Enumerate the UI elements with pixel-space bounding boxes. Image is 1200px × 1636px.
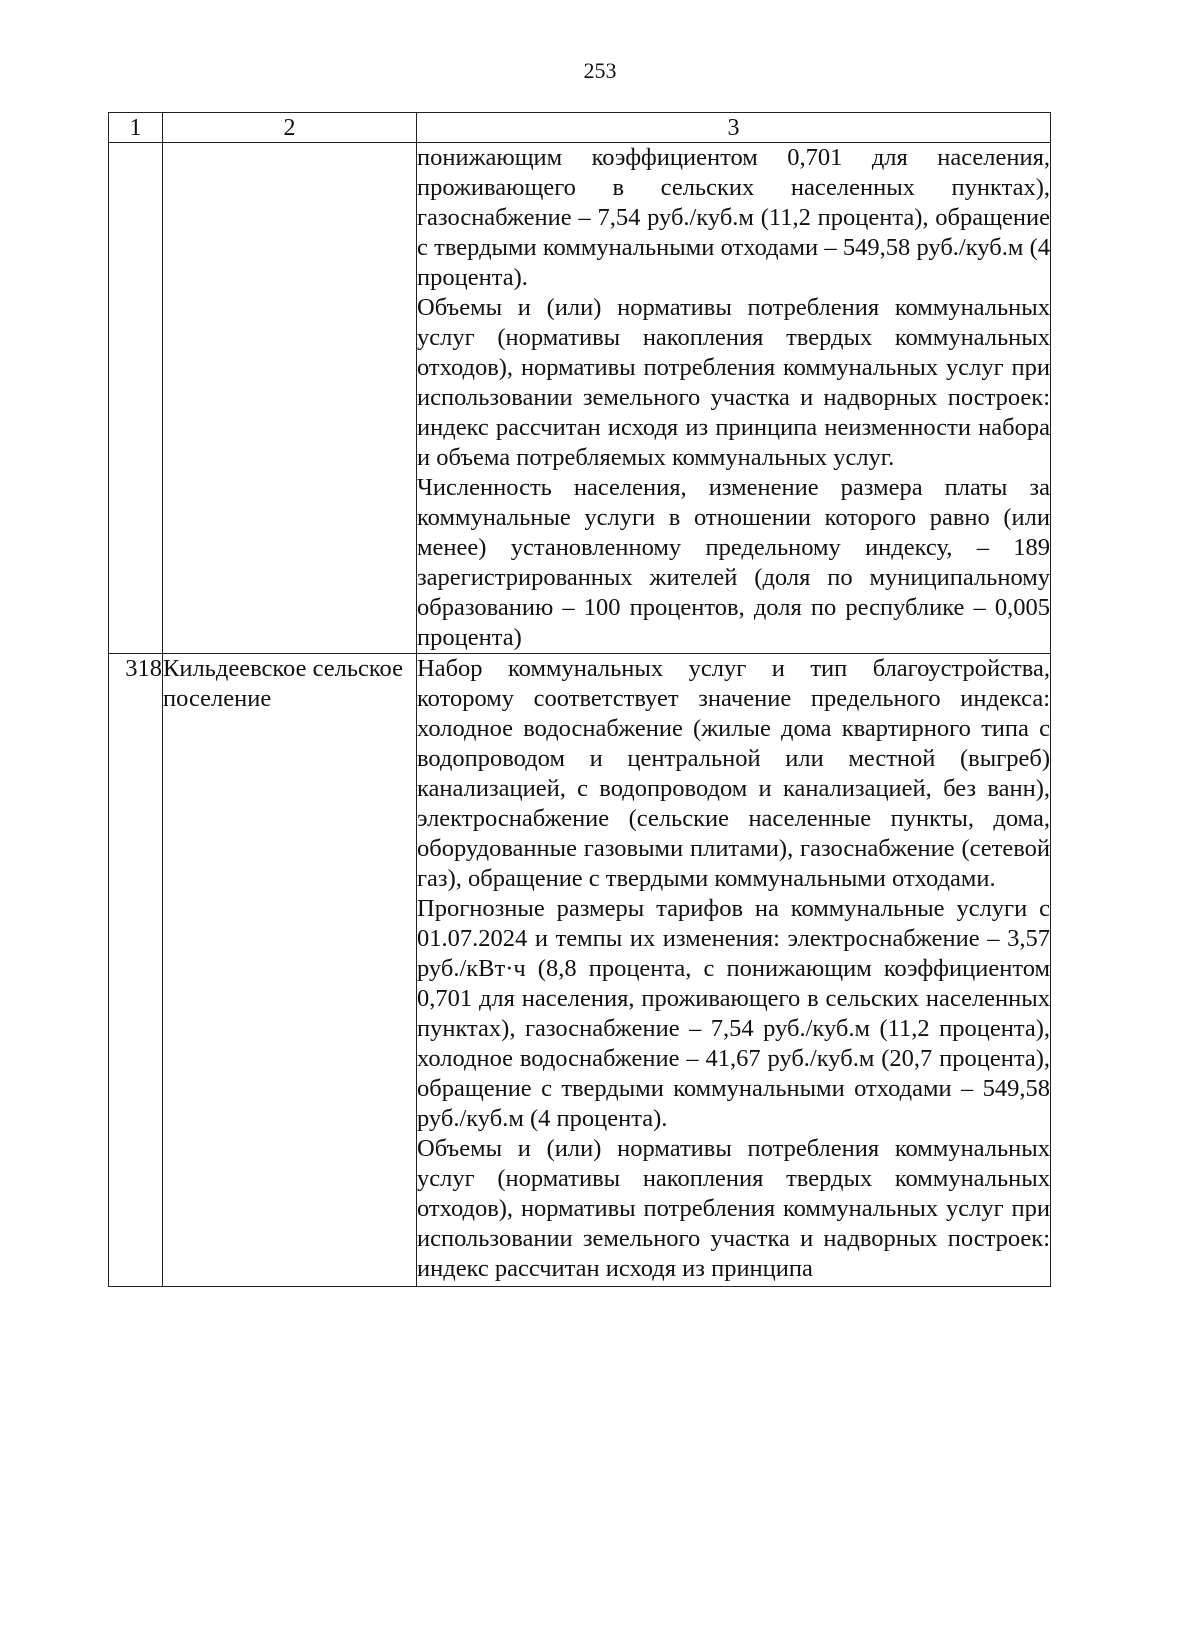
page-break-spacer [417, 1284, 1050, 1286]
tariff-table [108, 112, 1051, 1287]
description-paragraph: Объемы и (или) нормативы потребления коммунальных услуг (нормативы накопления твердых коммунальных отходов), нормативы потребления коммунальных услуг при использовании земельного участка и надворных построек: индекс рассчитан исходя из принципа [417, 1135, 1050, 1282]
description-cell [417, 654, 1051, 1287]
column-header-2: 2 [163, 113, 417, 143]
description-paragraph: Прогнозные размеры тарифов на коммунальные услуги с 01.07.2024 и темпы их изменения: электроснабжение – 3,57 руб./кВт·ч (8,8 процента, с понижающим коэффициентом 0,701 для населения, проживающего в сельских населенных пунктах), газоснабжение – 7,54 руб./куб.м (11,2 процента), холодное водоснабжение – 41,67 руб./куб.м (20,7 процента), обращение с твердыми коммунальными отходами – 549,58 руб./куб.м (4 процента). [417, 895, 1050, 1132]
table-row [109, 143, 1051, 654]
row-number [109, 143, 163, 654]
row-number: 318 [109, 654, 163, 1287]
municipality-name [163, 143, 417, 654]
table-header-row [109, 113, 1051, 143]
description-paragraph: Численность населения, изменение размера платы за коммунальные услуги в отношении которого равно (или менее) установленному предельному индексу, – 189 зарегистрированных жителей (доля по муниципальному образованию – 100 процентов, доля по республике – 0,005 процента) [417, 474, 1050, 651]
page-number: 253 [583, 58, 617, 83]
description-paragraph: Набор коммунальных услуг и тип благоустройства, которому соответствует значение предельного индекса: холодное водоснабжение (жилые дома квартирного типа с водопроводом и центральной или местной (выгреб) канализацией, с водопроводом и канализацией, без ванн), электроснабжение (сельские населенные пункты, дома, оборудованные газовыми плитами), газоснабжение (сетевой газ), обращение с твердыми коммунальными отходами. [417, 655, 1050, 892]
municipality-name: Кильдеевское сельское поселение [163, 654, 417, 1287]
description-paragraph: понижающим коэффициентом 0,701 для населения, проживающего в сельских населенных пунктах), газоснабжение – 7,54 руб./куб.м (11,2 процента), обращение с твердыми коммунальными отходами – 549,58 руб./куб.м (4 процента). [417, 144, 1050, 291]
table-row [109, 654, 1051, 1287]
column-header-1: 1 [109, 113, 163, 143]
description-cell [417, 143, 1051, 654]
column-header-3: 3 [417, 113, 1051, 143]
description-paragraph: Объемы и (или) нормативы потребления коммунальных услуг (нормативы накопления твердых коммунальных отходов), нормативы потребления коммунальных услуг при использовании земельного участка и надворных построек: индекс рассчитан исходя из принципа неизменности набора и объема потребляемых коммунальных услуг. [417, 294, 1050, 471]
